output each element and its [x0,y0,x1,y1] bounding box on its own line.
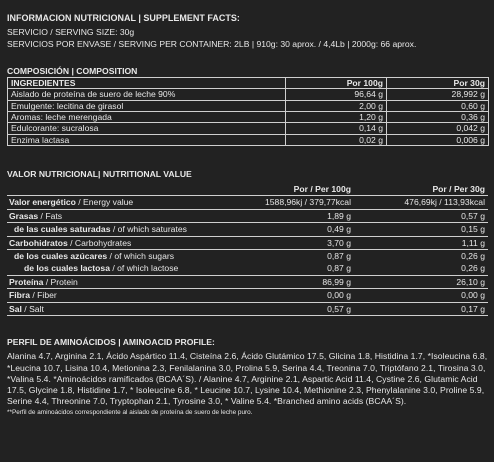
nutrient-name-en: / Protein [43,276,78,287]
nutrient-per-30g: 0,26 g [461,250,485,261]
nutrient-name-en: / of which sugars [107,250,175,261]
nutrient-per-100g: 1588,96kj / 379,77kcal [247,196,354,209]
composition-section [7,66,488,146]
nutrient-per-100g: 86,99 g [247,275,354,288]
nutrient-name-en: / Carbohydrates [67,237,132,248]
nutrient-per-30g: 0,57 g [354,209,488,222]
nutrient-per-30g: 26,10 g [354,275,488,288]
column-header-per-100g: Por / Per 100g [293,184,351,195]
nutrient-name-es: Grasas [9,210,39,221]
nutrient-name-es: Sal [9,303,22,314]
table-row [7,289,488,302]
nutrition-table [7,183,488,316]
nutrient-per-30g: 476,69kj / 113,93kcal [354,196,488,209]
ingredient-name: Aislado de proteína de suero de leche 90% [8,89,286,100]
nutrient-per-100g: 0,87 g [327,250,351,261]
nutrient-name-es: Fibra [9,290,31,301]
table-row [7,209,488,222]
nutrient-name-es: Valor energético [9,197,76,208]
nutrient-label [7,262,247,275]
composition-title: COMPOSICIÓN | COMPOSITION [7,66,138,76]
nutrient-per-30g: 1,11 g [354,236,488,249]
nutrient-label [7,302,247,315]
aminoacid-list: Alanina 4.7, Arginina 2.1, Ácido Aspártico 11.4, Cisteína 2.6, Ácido Glutámico 17.5, Glicina 1.8, Histidina 1.7, *Isoleucina 6.8, *Leucina 10.7, Lisina 10.4, Metionina 2.3, Fenilalanina 3.0, Prolina 5.9, Serina 4.4, Treonina 7.0, Triptófano 2.1, Tirosina 3.0, *Valina 5.4. *Aminoácidos ramificados (BCAA´S). / Alanine 4.7, Arginine 2.1, Aspartic Acid 11.4, Cystine 2.6, Glutamic Acid 17.5, Glycine 1.8, Histidine 1.7, * Isoleucine 6.8, * Leucine 10.7, Lysine 10.4, Methionine 2.3, Phenylalanine 3.0, Proline 5.9, Serine 4.4, Threonine 7.0, Tryptophan 2.1, Tyrosine 3.0, * Valine 5.4. *Branched amino acids (BCAA´S). [7,351,488,407]
nutrient-label [7,236,247,249]
nutrient-per-100g: 0,49 g [247,223,354,236]
ingredient-per-30g: 28,992 g [387,89,489,100]
table-header-row [8,78,489,89]
nutrient-per-100g: 3,70 g [247,236,354,249]
table-row [8,111,489,122]
column-header-per-100g: Por 100g [286,78,387,89]
nutrient-name-en: / Salt [21,303,44,314]
table-row [7,302,488,315]
column-header-empty [7,183,247,196]
ingredient-per-100g: 0,14 g [286,123,387,134]
nutrient-label [7,223,247,236]
nutrient-per-100g: 0,57 g [247,302,354,315]
ingredient-per-30g: 0,042 g [387,123,489,134]
nutrition-title: VALOR NUTRICIONAL| NUTRITIONAL VALUE [7,169,192,179]
ingredient-name: Aromas: leche merengada [8,111,286,122]
nutrient-name-es: de los cuales azúcares [14,250,108,261]
nutrient-name-es: de los cuales lactosa [24,263,110,274]
nutrient-per-30g: 0,17 g [354,302,488,315]
nutrient-label [7,196,247,209]
table-row [7,223,488,236]
nutrient-label [7,209,247,222]
table-row [7,249,488,262]
nutrient-label [7,289,247,302]
aminoacid-footnote: **Perfil de aminoácidos correspondiente al aislado de proteína de suero de leche puro. [7,409,253,417]
aminoacid-profile-section [7,337,491,417]
serving-size: SERVICIO / SERVING SIZE: 30g [7,27,135,37]
nutrient-name-es: Proteína [9,276,44,287]
nutrient-per-30g: 0,00 g [354,289,488,302]
column-header-ingredients: INGREDIENTES [8,78,286,89]
ingredient-per-100g: 1,20 g [286,111,387,122]
table-row [7,236,488,249]
table-row [7,275,488,288]
table-row [8,89,489,100]
table-header-row [7,183,488,196]
table-row [7,262,488,275]
nutrient-name-es: Carbohidratos [9,237,68,248]
nutrient-label [7,275,247,288]
column-header-per-30g: Por 30g [387,78,489,89]
nutrient-name-en: / Fats [38,210,63,221]
nutrient-per-100g: 0,87 g [247,262,354,275]
ingredient-per-100g: 0,02 g [286,134,387,145]
nutrient-per-30g: 0,15 g [354,223,488,236]
column-header-per-30g: Por / Per 30g [432,184,485,195]
ingredient-per-100g: 2,00 g [286,100,387,111]
nutrient-name-en: / of which lactose [109,263,179,274]
ingredient-per-30g: 0,006 g [387,134,489,145]
nutrition-section [7,169,488,316]
nutrient-per-30g: 0,26 g [354,262,488,275]
nutrient-name-es: de las cuales saturadas [14,224,111,235]
supplement-facts-header [7,13,487,51]
table-row [7,196,488,209]
aminoacid-title: PERFIL DE AMINOÁCIDOS | AMINOACID PROFILE: [7,337,215,347]
table-row [8,123,489,134]
composition-table [7,77,489,146]
nutrient-label [7,249,247,262]
table-row [8,134,489,145]
ingredient-name: Emulgente: lecitina de girasol [8,100,286,111]
ingredient-per-100g: 96,64 g [286,89,387,100]
servings-per-container: SERVICIOS POR ENVASE / SERVING PER CONTAINER: 2LB | 910g: 30 aprox. / 4,4Lb | 2000g: 66 aprox. [7,39,417,49]
nutrient-name-en: / Energy value [75,197,134,208]
ingredient-name: Enzima lactasa [8,134,286,145]
ingredient-name: Edulcorante: sucralosa [8,123,286,134]
nutrient-per-100g: 1,89 g [247,209,354,222]
nutrient-per-100g: 0,00 g [247,289,354,302]
page-title: INFORMACION NUTRICIONAL | SUPPLEMENT FACTS: [7,13,240,23]
table-row [8,100,489,111]
ingredient-per-30g: 0,36 g [387,111,489,122]
ingredient-per-30g: 0,60 g [387,100,489,111]
nutrient-name-en: / of which saturates [110,224,187,235]
nutrient-name-en: / Fiber [30,290,57,301]
